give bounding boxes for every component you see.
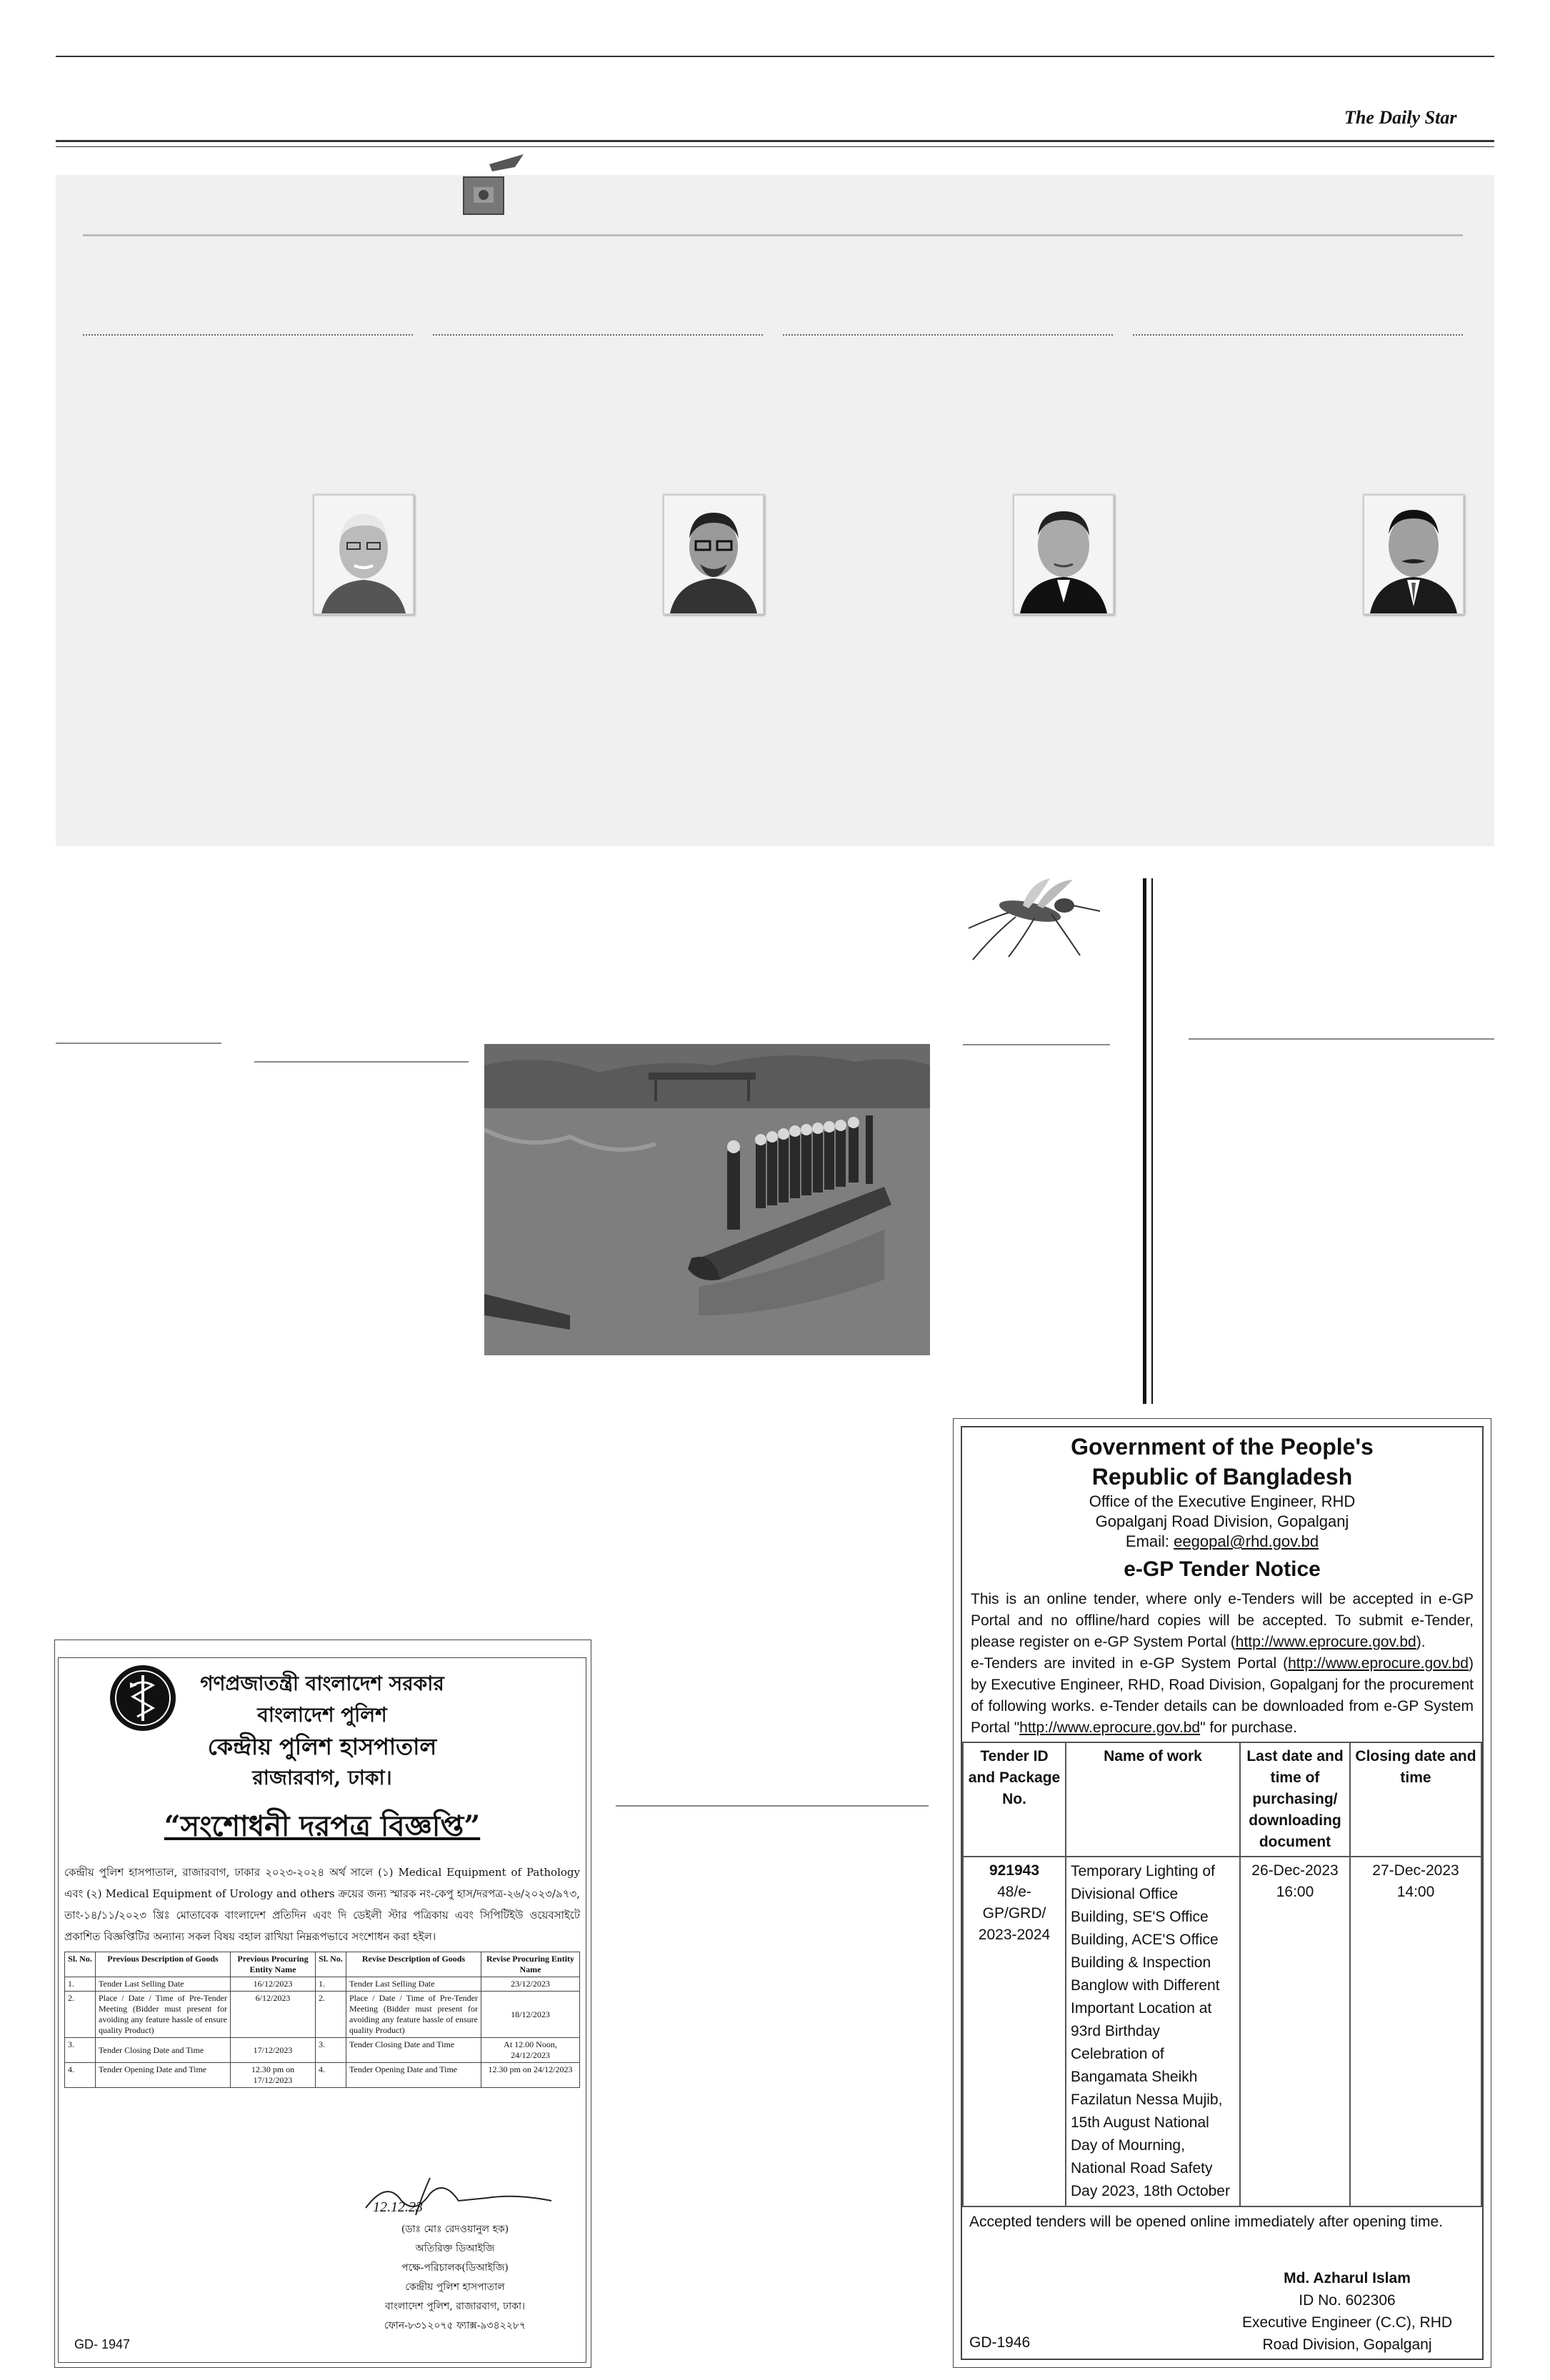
tender-signatory-title: Executive Engineer (C.C), RHD (1241, 2314, 1453, 2331)
table-row (65, 2038, 580, 2063)
masthead-rule-thin (56, 146, 1494, 147)
ballot-box-icon (461, 151, 526, 217)
table-cell: At 12.00 Noon, 24/12/2023 (481, 2038, 580, 2063)
police-sign-line-2: অতিরিক্ত ডিআইজি (415, 2243, 495, 2254)
tender-signatory-name: Md. Azharul Islam (1284, 2270, 1411, 2286)
table-cell: 2. (316, 1992, 346, 2038)
tender-col-work: Name of work (1066, 1742, 1240, 1857)
tender-para-1-end: ). (1416, 1634, 1426, 1650)
table-cell: Place / Date / Time of Pre-Tender Meeting (Bidder must present for avoiding any feature hassle of ensure quality Product) (346, 1992, 481, 2038)
mosquito-illustration (966, 877, 1101, 961)
table-cell: Place / Date / Time of Pre-Tender Meeting (Bidder must present for avoiding any feature hassle of ensure quality Product) (96, 1992, 231, 2038)
table-cell: 3. (316, 2038, 346, 2063)
tender-para-2-text-b: ) by Executive Engineer, RHD, Road Division, Gopalganj for the procurement of following works. e-Tender details can be downloaded from e-GP System Portal " (971, 1655, 1474, 1736)
table-row (65, 1992, 580, 2038)
police-col-rev-desc: Revise Description of Goods (346, 1952, 481, 1977)
table-cell: Tender Opening Date and Time (96, 2063, 231, 2088)
table-row (65, 2063, 580, 2088)
police-ref: GD- 1947 (74, 2337, 131, 2351)
police-sign-line-4: কেন্দ্রীয় পুলিশ হাসপাতাল (405, 2281, 505, 2293)
police-sign-date: 12.12.23 (373, 2199, 423, 2215)
candidate-portrait-1 (313, 494, 414, 615)
police-sign-line-1: (ডাঃ মোঃ রেদওয়ানুল হক) (401, 2224, 509, 2235)
feature-header-rule (83, 234, 1463, 236)
tender-table (962, 1742, 1482, 2207)
tender-closing-time: 14:00 (1396, 1884, 1435, 1900)
tender-portal-link-2[interactable]: http://www.eprocure.gov.bd (1288, 1655, 1469, 1672)
police-head-3: কেন্দ্রীয় পুলিশ হাসপাতাল (207, 1733, 437, 1760)
column-rule-4 (1133, 334, 1463, 336)
tender-closing-cell (1350, 1857, 1481, 2206)
police-notice-body: কেন্দ্রীয় পুলিশ হাসপাতাল, রাজারবাগ, ঢাকার ২০২৩-২০২৪ অর্থ সালে (১) Medical Equipment of Pathology এবং (২) Medical Equipment of Urology and others ক্রয়ের জন্য স্মারক নং-কেপু হাস/দরপত্র-২৬/২০২৩/৯৭৩, তাং-১৪/১১/২০২৩ খ্রিঃ মোতাবেক বাংলাদেশ প্রতিদিন এবং দি ডেইলী স্টার পত্রিকায় এবং সিপিটিইউ ওয়েবসাইটে প্রকাশিত বিজ্ঞপ্তিটির অন্যান্য সকল বিষয় বহাল রাখিয়া নিম্নরূপভাবে সংশোধন করা হইল। (64, 1866, 580, 1943)
table-cell: 23/12/2023 (481, 1977, 580, 1992)
tender-para-1-text: This is an online tender, where only e-Tenders will be accepted in e-GP Portal and no offline/hard copies will be accepted. To submit e-Tender, please register on e-GP System Portal ( (971, 1591, 1474, 1650)
table-cell: 12.30 pm on 17/12/2023 (231, 2063, 316, 2088)
boat-river-photo (484, 1044, 930, 1355)
story-rule-1 (56, 1043, 221, 1044)
tender-heading: e-GP Tender Notice (1124, 1557, 1321, 1581)
masthead-logo: The Daily Star (1344, 107, 1457, 128)
police-head-4: রাজারবাগ, ঢাকা। (252, 1766, 392, 1789)
table-cell: 2. (65, 1992, 96, 2038)
tender-para-1 (962, 1589, 1482, 1653)
police-signature-block (344, 2172, 566, 2336)
police-sign-line-5: বাংলাদেশ পুলিশ, রাজারবাগ, ঢাকা। (384, 2301, 526, 2312)
table-cell: 3. (65, 2038, 96, 2063)
tender-col-id: Tender ID and Package No. (963, 1742, 1066, 1857)
tender-id-cell (963, 1857, 1066, 2206)
table-cell: 4. (316, 2063, 346, 2088)
table-cell: 18/12/2023 (481, 1992, 580, 2038)
story-rule-4 (1189, 1038, 1494, 1040)
tender-para-2-text-c: " for purchase. (1200, 1719, 1297, 1736)
tender-email-line (962, 1532, 1482, 1552)
tender-title-line2: Republic of Bangladesh (1091, 1464, 1353, 1490)
tender-package: 48/e-GP/GRD/ 2023-2024 (978, 1884, 1051, 1943)
tender-work: Temporary Lighting of Divisional Office Building, SE'S Office Building, ACE'S Office Building & Inspection Banglow with Different Important Location at 93rd Birthday Celebration of Bangamata Sheikh Fazilatun Nessa Mujib, 15th August National Day of Mourning, National Road Safety Day 2023, 18th October (1066, 1857, 1240, 2206)
tender-signatory-division: Road Division, Gopalganj (1262, 2336, 1432, 2353)
police-head-1: গণপ্রজাতন্ত্রী বাংলাদেশ সরকার (200, 1672, 444, 1695)
tender-ref: GD-1946 (969, 2334, 1031, 2351)
tender-footer-note: Accepted tenders will be opened online immediately after opening time. (969, 2214, 1444, 2230)
tender-col-closing: Closing date and time (1350, 1742, 1481, 1857)
police-notice-frame (58, 1657, 586, 2363)
tender-signature-block (1229, 2267, 1465, 2356)
table-cell: Tender Closing Date and Time (346, 2038, 481, 2063)
candidate-portrait-3 (1013, 494, 1114, 615)
story-rule-2 (254, 1061, 469, 1063)
police-notice-title: “সংশোধনী দরপত্র বিজ্ঞপ্তি” (164, 1809, 481, 1843)
masthead-rule (56, 140, 1494, 142)
column-divider-thick (1143, 878, 1146, 1404)
police-emblem-icon (109, 1664, 177, 1732)
table-cell: 12.30 pm on 24/12/2023 (481, 2063, 580, 2088)
table-cell: 17/12/2023 (231, 2038, 316, 2063)
tender-para-2-text-a: e-Tenders are invited in e-GP System Portal ( (971, 1655, 1289, 1672)
police-col-prev-entity: Previous Procuring Entity Name (231, 1952, 316, 1977)
election-feature-panel (56, 175, 1494, 846)
police-sign-line-3: পক্ষে-পরিচালক(ডিআইজি) (401, 2262, 509, 2274)
police-sign-line-6: ফোন-৮৩১২০৭৫ ফ্যাক্স-৯৩৪২২৮৭ (384, 2320, 526, 2331)
table-cell: Tender Last Selling Date (346, 1977, 481, 1992)
table-row (963, 1857, 1481, 2206)
police-table-wrap (59, 1947, 586, 2088)
tender-division: Gopalganj Road Division, Gopalganj (1095, 1512, 1349, 1530)
police-col-prev-desc: Previous Description of Goods (96, 1952, 231, 1977)
tender-id: 921943 (989, 1862, 1040, 1879)
tender-signatory-id: ID No. 602306 (1299, 2292, 1396, 2309)
candidate-portrait-4 (1363, 494, 1464, 615)
table-cell: 4. (65, 2063, 96, 2088)
column-rule-3 (783, 334, 1113, 336)
tender-notice-frame (961, 1426, 1484, 2360)
table-cell: Tender Opening Date and Time (346, 2063, 481, 2088)
table-cell: 1. (316, 1977, 346, 1992)
tender-portal-link-1[interactable]: http://www.eprocure.gov.bd (1235, 1634, 1416, 1650)
police-table (64, 1952, 580, 2088)
table-row (65, 1977, 580, 1992)
story-rule-5 (616, 1805, 929, 1807)
column-rule-2 (433, 334, 763, 336)
table-cell: 6/12/2023 (231, 1992, 316, 2038)
table-cell: Tender Closing Date and Time (96, 2038, 231, 2063)
table-cell: 16/12/2023 (231, 1977, 316, 1992)
police-table-header (65, 1952, 580, 1977)
table-cell: Tender Last Selling Date (96, 1977, 231, 1992)
tender-portal-link-3[interactable]: http://www.eprocure.gov.bd (1019, 1719, 1201, 1736)
tender-last-time: 16:00 (1276, 1884, 1314, 1900)
police-col-sl: Sl. No. (65, 1952, 96, 1977)
tender-table-header (963, 1742, 1481, 1857)
tender-last-date: 26-Dec-2023 (1251, 1862, 1339, 1879)
column-rule-1 (83, 334, 413, 336)
tender-email-label: Email: (1125, 1532, 1174, 1550)
tender-email-link[interactable]: eegopal@rhd.gov.bd (1174, 1532, 1319, 1550)
story-rule-3 (963, 1044, 1110, 1045)
police-col-sl-2: Sl. No. (316, 1952, 346, 1977)
police-notice-ad (54, 1640, 591, 2368)
tender-closing-date: 27-Dec-2023 (1372, 1862, 1459, 1879)
tender-office: Office of the Executive Engineer, RHD (1089, 1492, 1356, 1510)
tender-col-last-date: Last date and time of purchasing/ downloading document (1240, 1742, 1350, 1857)
police-col-rev-entity: Revise Procuring Entity Name (481, 1952, 580, 1977)
table-cell: 1. (65, 1977, 96, 1992)
police-head-2: বাংলাদেশ পুলিশ (257, 1703, 387, 1727)
tender-para-2 (962, 1653, 1482, 1739)
column-divider-thin (1151, 878, 1153, 1404)
tender-notice-ad (953, 1418, 1491, 2368)
tender-title-line1: Government of the People's (1071, 1434, 1374, 1460)
tender-last-date-cell (1240, 1857, 1350, 2206)
top-rule (56, 56, 1494, 57)
candidate-portrait-2 (663, 494, 764, 615)
